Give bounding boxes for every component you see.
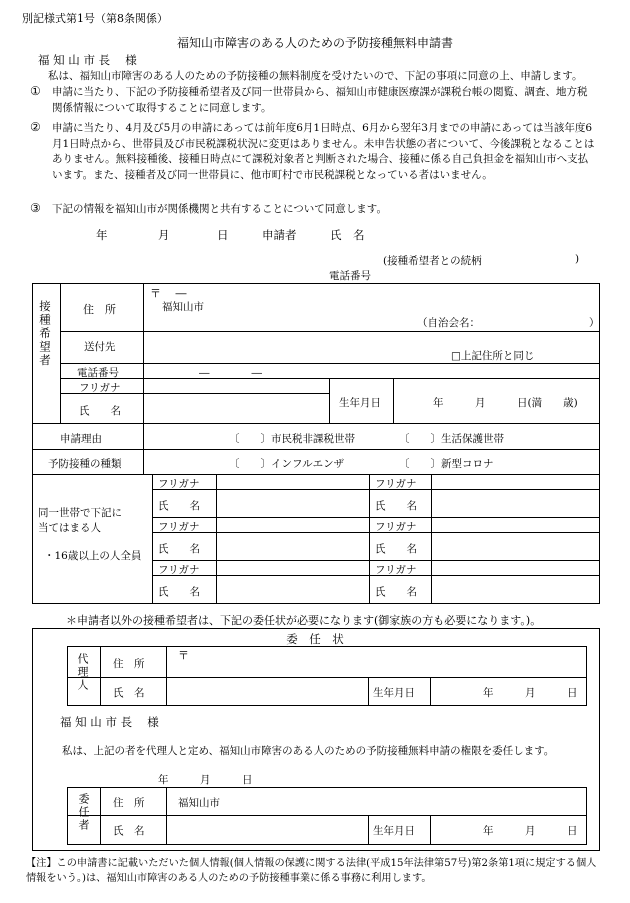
principal-label: 委任者	[77, 793, 90, 832]
agent-birth-value[interactable]: 年 月 日	[483, 687, 578, 699]
address-label: 住 所	[83, 303, 116, 316]
hh-furigana-label: フリガナ	[375, 478, 417, 490]
phone-label: 電話番号	[329, 270, 371, 282]
principal-address-city[interactable]: 福知山市	[178, 797, 220, 809]
postal-mark: 〒 ―	[150, 287, 187, 300]
same-address-checkbox[interactable]: □上記住所と同じ	[451, 350, 535, 362]
reason-option-welfare[interactable]: 〔 〕生活保護世帯	[399, 433, 504, 445]
principal-address-label: 住 所	[113, 797, 145, 809]
date-year: 年	[96, 228, 108, 242]
phone-dashes[interactable]: ― ―	[199, 367, 262, 379]
hh-furigana-label: フリガナ	[158, 521, 200, 533]
hh-name-label: 氏 名	[158, 543, 200, 555]
intro-text: 私は、福知山市障害のある人のための予防接種の無料制度を受けたいので、下記の事項に同意の上、申請します。	[48, 70, 583, 82]
applicant-label: 申請者	[262, 228, 297, 242]
vaccine-option-covid[interactable]: 〔 〕新型コロナ	[399, 458, 494, 470]
delegation-text: 私は、上記の者を代理人と定め、福知山市障害のある人のための予防接種無料申請の権限を委任します。	[62, 745, 555, 757]
jichikai-close: ）	[589, 317, 600, 329]
phone-row-label: 電話番号	[77, 367, 119, 379]
principal-birth-value[interactable]: 年 月 日	[483, 825, 578, 837]
agent-birth-label: 生年月日	[373, 687, 415, 699]
proxy-title: 委 任 状	[286, 632, 344, 646]
reason-option-tax-exempt[interactable]: 〔 〕市民税非課税世帯	[229, 433, 355, 445]
date-month: 月	[158, 228, 170, 242]
principal-name-label: 氏 名	[113, 825, 145, 837]
item-3-mark: ③	[30, 201, 41, 215]
item-2-mark: ②	[30, 120, 41, 134]
item-2-text: 申請に当たり、4月及び5月の申請にあっては前年度6月1日時点、6月から翌年3月までの申請にあっては当該年度6月1日時点から、世帯員及び市民税課税状況に変更はありません。未申告状態の者について、今後課税となることはありません。無料接種後、接種日時点にて課税対象者と判断された場合、接種に係る自己負担金を福知山市へ支払います。また、接種者及び同一世帯員に、他市町村で市民税課税となっている者はいません。	[52, 122, 595, 181]
agent-label: 代理人	[76, 653, 89, 692]
item-3-text: 下記の情報を福知山市が関係機関と共有することについて同意します。	[52, 203, 387, 215]
relation-close: )	[575, 253, 580, 265]
name-label: 氏 名	[79, 405, 121, 417]
proxy-date[interactable]: 年 月 日	[158, 774, 253, 786]
reason-label: 申請理由	[60, 433, 102, 445]
vaccine-option-influenza[interactable]: 〔 〕インフルエンザ	[229, 458, 345, 470]
sendto-label: 送付先	[84, 341, 116, 353]
hh-furigana-label: フリガナ	[158, 478, 200, 490]
side-label-applicant: 接種希望者	[38, 300, 52, 368]
address-city[interactable]: 福知山市	[162, 301, 204, 313]
hh-furigana-label: フリガナ	[158, 564, 200, 576]
hh-name-label: 氏 名	[375, 586, 417, 598]
vaccine-label: 予防接種の種類	[48, 458, 122, 470]
hh-furigana-label: フリガナ	[375, 521, 417, 533]
agent-postal-mark: 〒	[178, 649, 189, 662]
form-id: 別記様式第1号（第8条関係）	[22, 12, 168, 25]
footnote: 【注】この申請書に記載いただいた個人情報(個人情報の保護に関する法律(平成15年法律第57号)第2条第1項に規定する個人情報をいう。)は、福知山市障害のある人のための予防接種事業に係る事務に利用します。	[26, 858, 597, 884]
hh-name-label: 氏 名	[158, 586, 200, 598]
hh-furigana-label: フリガナ	[375, 564, 417, 576]
proxy-addressee: 福 知 山 市 長 様	[60, 715, 159, 729]
household-note: ・16歳以上の人全員	[44, 550, 142, 562]
household-label-1: 同一世帯で下記に	[38, 507, 122, 519]
household-label-2: 当てはまる人	[38, 522, 101, 534]
relation-label: (接種希望者との続柄	[383, 255, 482, 267]
birth-value[interactable]: 年 月 日(満 歳)	[433, 397, 578, 409]
agent-name-label: 氏 名	[113, 687, 145, 699]
principal-birth-label: 生年月日	[373, 825, 415, 837]
hh-name-label: 氏 名	[375, 543, 417, 555]
applicant-name-label: 氏 名	[330, 228, 365, 242]
item-1-mark: ①	[30, 84, 41, 98]
furigana-label: フリガナ	[79, 382, 121, 394]
birth-label: 生年月日	[339, 397, 381, 409]
hh-name-label: 氏 名	[375, 500, 417, 512]
addressee: 福 知 山 市 長 様	[38, 53, 137, 67]
date-day: 日	[217, 228, 229, 242]
item-1-text: 申請に当たり、下記の予防接種希望者及び同一世帯員から、福知山市健康医療課が課税台帳の閲覧、調査、地方税関係情報について取得することに同意します。	[52, 86, 588, 114]
jichikai-label: （自治会名：	[417, 317, 480, 329]
hh-name-label: 氏 名	[158, 500, 200, 512]
agent-address-label: 住 所	[113, 658, 145, 670]
page-title: 福知山市障害のある人のための予防接種無料申請書	[176, 36, 453, 50]
proxy-note: ＊申請者以外の接種希望者は、下記の委任状が必要になります(御家族の方も必要になります。)。	[66, 614, 542, 627]
